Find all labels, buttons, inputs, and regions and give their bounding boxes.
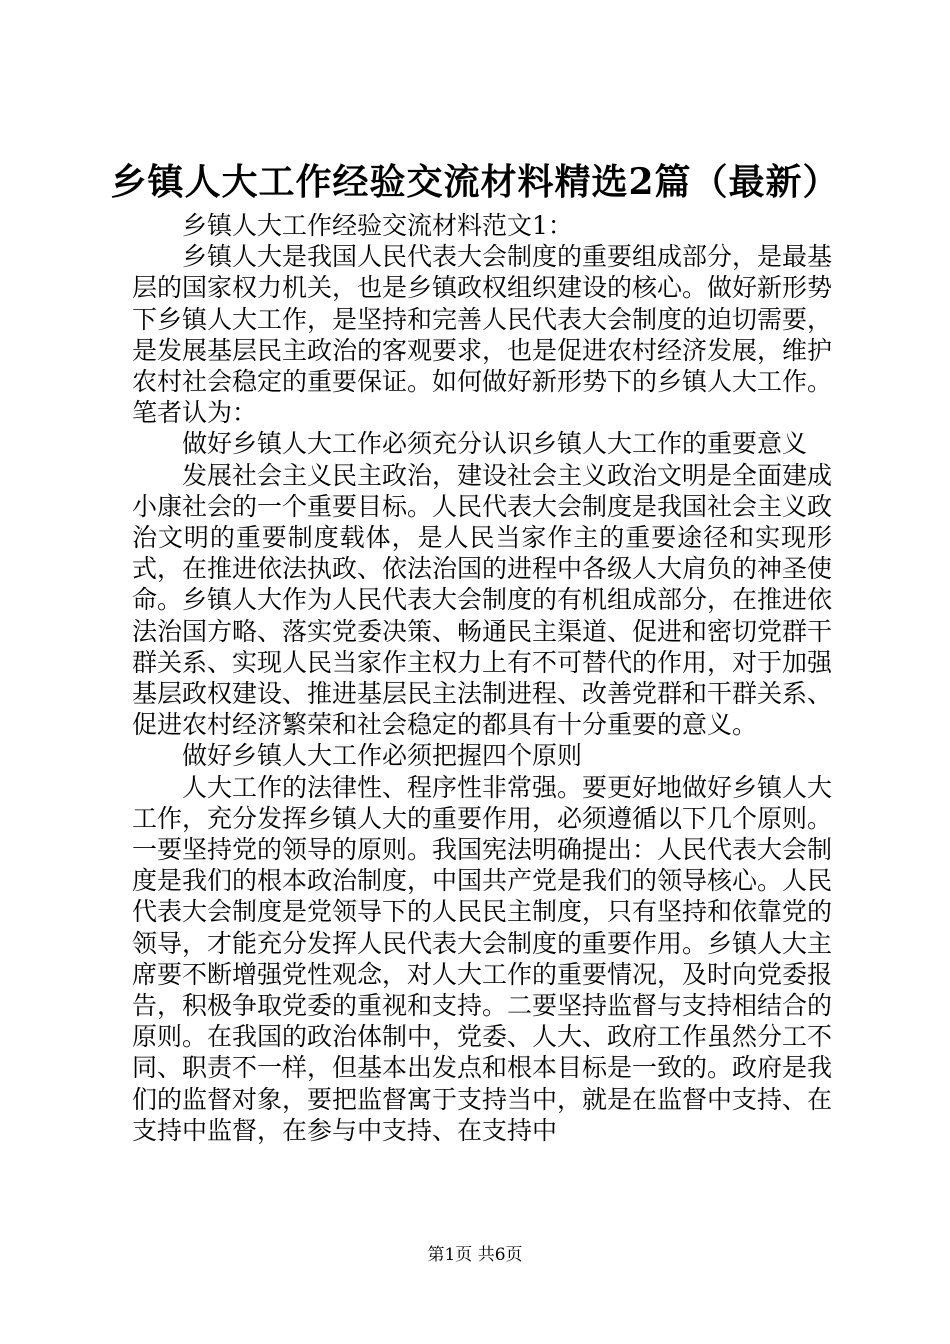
paragraph: 人大工作的法律性、程序性非常强。要更好地做好乡镇人大工作，充分发挥乡镇人大的重要作用，必须遵循以下几个原则。一要坚持党的领导的原则。我国宪法明确提出：人民代表大会制度是我们的根本政治制度，中国共产党是我们的领导核心。人民代表大会制度是党领导下的人民民主制度，只有坚持和依靠党的领导，才能充分发挥人民代表大会制度的重要作用。乡镇人大主席要不断增强党性观念，对人大工作的重要情况，及时向党委报告，积极争取党委的重视和支持。二要坚持监督与支持相结合的原则。在我国的政治体制中，党委、人大、政府工作虽然分工不同、职责不一样，但基本出发点和根本目标是一致的。政府是我们的监督对象，要把监督寓于支持当中，就是在监督中支持、在支持中监督，在参与中支持、在支持中: [132, 772, 833, 1145]
page-number-footer: 第1页 共6页: [427, 1245, 523, 1265]
document-title: 乡镇人大工作经验交流材料精选2篇（最新）: [110, 161, 840, 203]
paragraph: 发展社会主义民主政治，建设社会主义政治文明是全面建成小康社会的一个重要目标。人民代表大会制度是我国社会主义政治文明的重要制度载体，是人民当家作主的重要途径和实现形式，在推进依法执政、依法治国的进程中各级人大肩负的神圣使命。乡镇人大作为人民代表大会制度的有机组成部分，在推进依法治国方略、落实党委决策、畅通民主渠道、促进和密切党群干群关系、实现人民当家作主权力上有不可替代的作用，对于加强基层政权建设、推进基层民主法制进程、改善党群和干群关系、促进农村经济繁荣和社会稳定的都具有十分重要的意义。: [132, 460, 833, 740]
paragraph-subheading: 乡镇人大工作经验交流材料范文1：: [182, 211, 573, 240]
document-body: [132, 210, 832, 1146]
paragraph: 乡镇人大是我国人民代表大会制度的重要组成部分，是最基层的国家权力机关，也是乡镇政权组织建设的核心。做好新形势下乡镇人大工作，是坚持和完善人民代表大会制度的迫切需要，是发展基层民主政治的客观要求，也是促进农村经济发展，维护农村社会稳定的重要保证。如何做好新形势下的乡镇人大工作。笔者认为：: [132, 242, 833, 428]
section-heading: 做好乡镇人大工作必须把握四个原则: [182, 741, 583, 771]
section-heading: 做好乡镇人大工作必须充分认识乡镇人大工作的重要意义: [182, 429, 808, 459]
